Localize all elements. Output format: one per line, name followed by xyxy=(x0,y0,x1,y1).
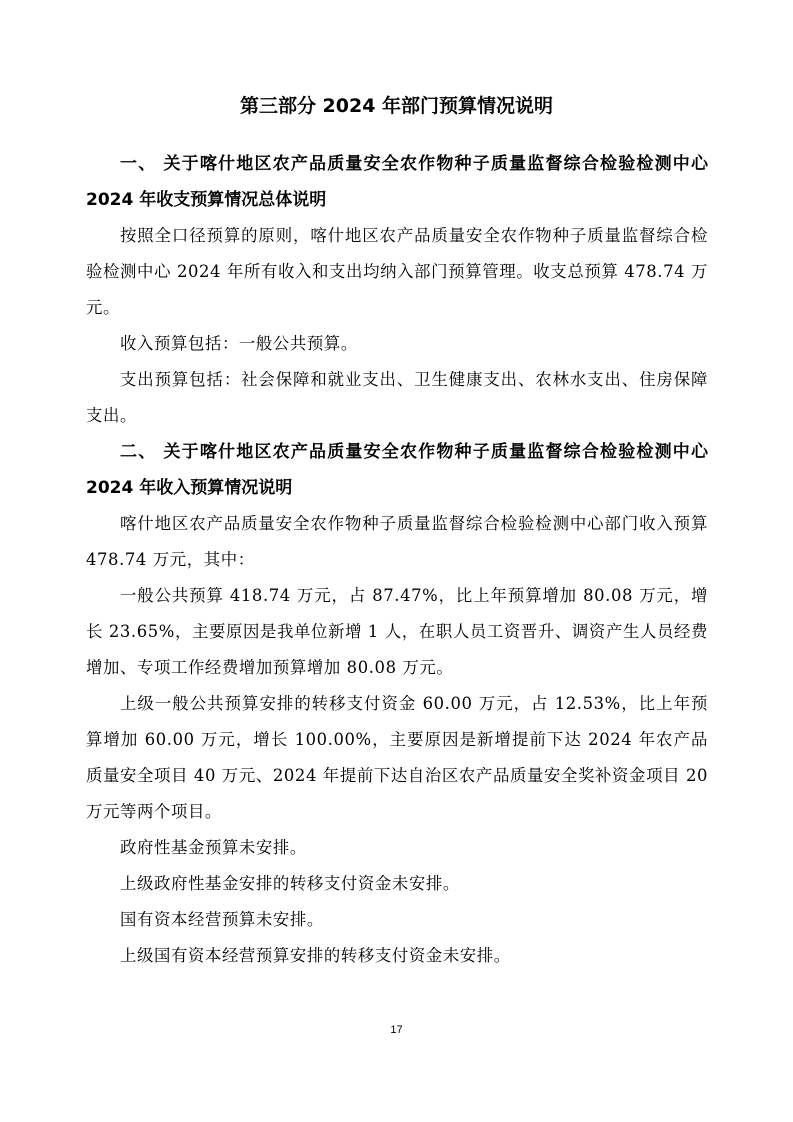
section-2-paragraph-7: 上级国有资本经营预算安排的转移支付资金未安排。 xyxy=(120,946,511,965)
section-2 xyxy=(86,434,708,974)
section-2-paragraph-1: 喀什地区农产品质量安全农作物种子质量监督综合检验检测中心部门收入预算 478.74 万元，其中： xyxy=(86,514,708,569)
section-1-paragraph-2: 收入预算包括：一般公共预算。 xyxy=(120,334,358,353)
section-2-paragraph-2: 一般公共预算 418.74 万元，占 87.47%，比上年预算增加 80.08 万元，增长 23.65%，主要原因是我单位新增 1 人，在职人员工资晋升、调资产生人员经费增加、专项工作经费增加预算增加 80.08 万元。 xyxy=(86,586,708,677)
section-1-paragraph-1: 按照全口径预算的原则，喀什地区农产品质量安全农作物种子质量监督综合检验检测中心 2024 年所有收入和支出均纳入部门预算管理。收支总预算 478.74 万元。 xyxy=(86,226,708,317)
section-1-paragraph-3: 支出预算包括：社会保障和就业支出、卫生健康支出、农林水支出、住房保障支出。 xyxy=(86,370,708,425)
section-1 xyxy=(86,146,708,434)
section-2-paragraph-6: 国有资本经营预算未安排。 xyxy=(120,910,324,929)
section-2-paragraph-3: 上级一般公共预算安排的转移支付资金 60.00 万元，占 12.53%，比上年预算增加 60.00 万元，增长 100.00%，主要原因是新增提前下达 2024 年农产品质量安全项目 40 万元、2024 年提前下达自治区农产品质量安全奖补资金项目 20 万元等两个项目。 xyxy=(86,694,708,821)
page-title: 第三部分 2024 年部门预算情况说明 xyxy=(239,95,554,117)
section-heading-1: 一、 关于喀什地区农产品质量安全农作物种子质量监督综合检验检测中心 2024 年收支预算情况总体说明 xyxy=(86,154,708,210)
section-2-paragraph-5: 上级政府性基金安排的转移支付资金未安排。 xyxy=(120,874,460,893)
document-body xyxy=(86,146,708,974)
page-number: 17 xyxy=(390,1024,403,1036)
section-2-paragraph-4: 政府性基金预算未安排。 xyxy=(120,838,307,857)
section-heading-2: 二、 关于喀什地区农产品质量安全农作物种子质量监督综合检验检测中心 2024 年收入预算情况说明 xyxy=(86,442,708,498)
